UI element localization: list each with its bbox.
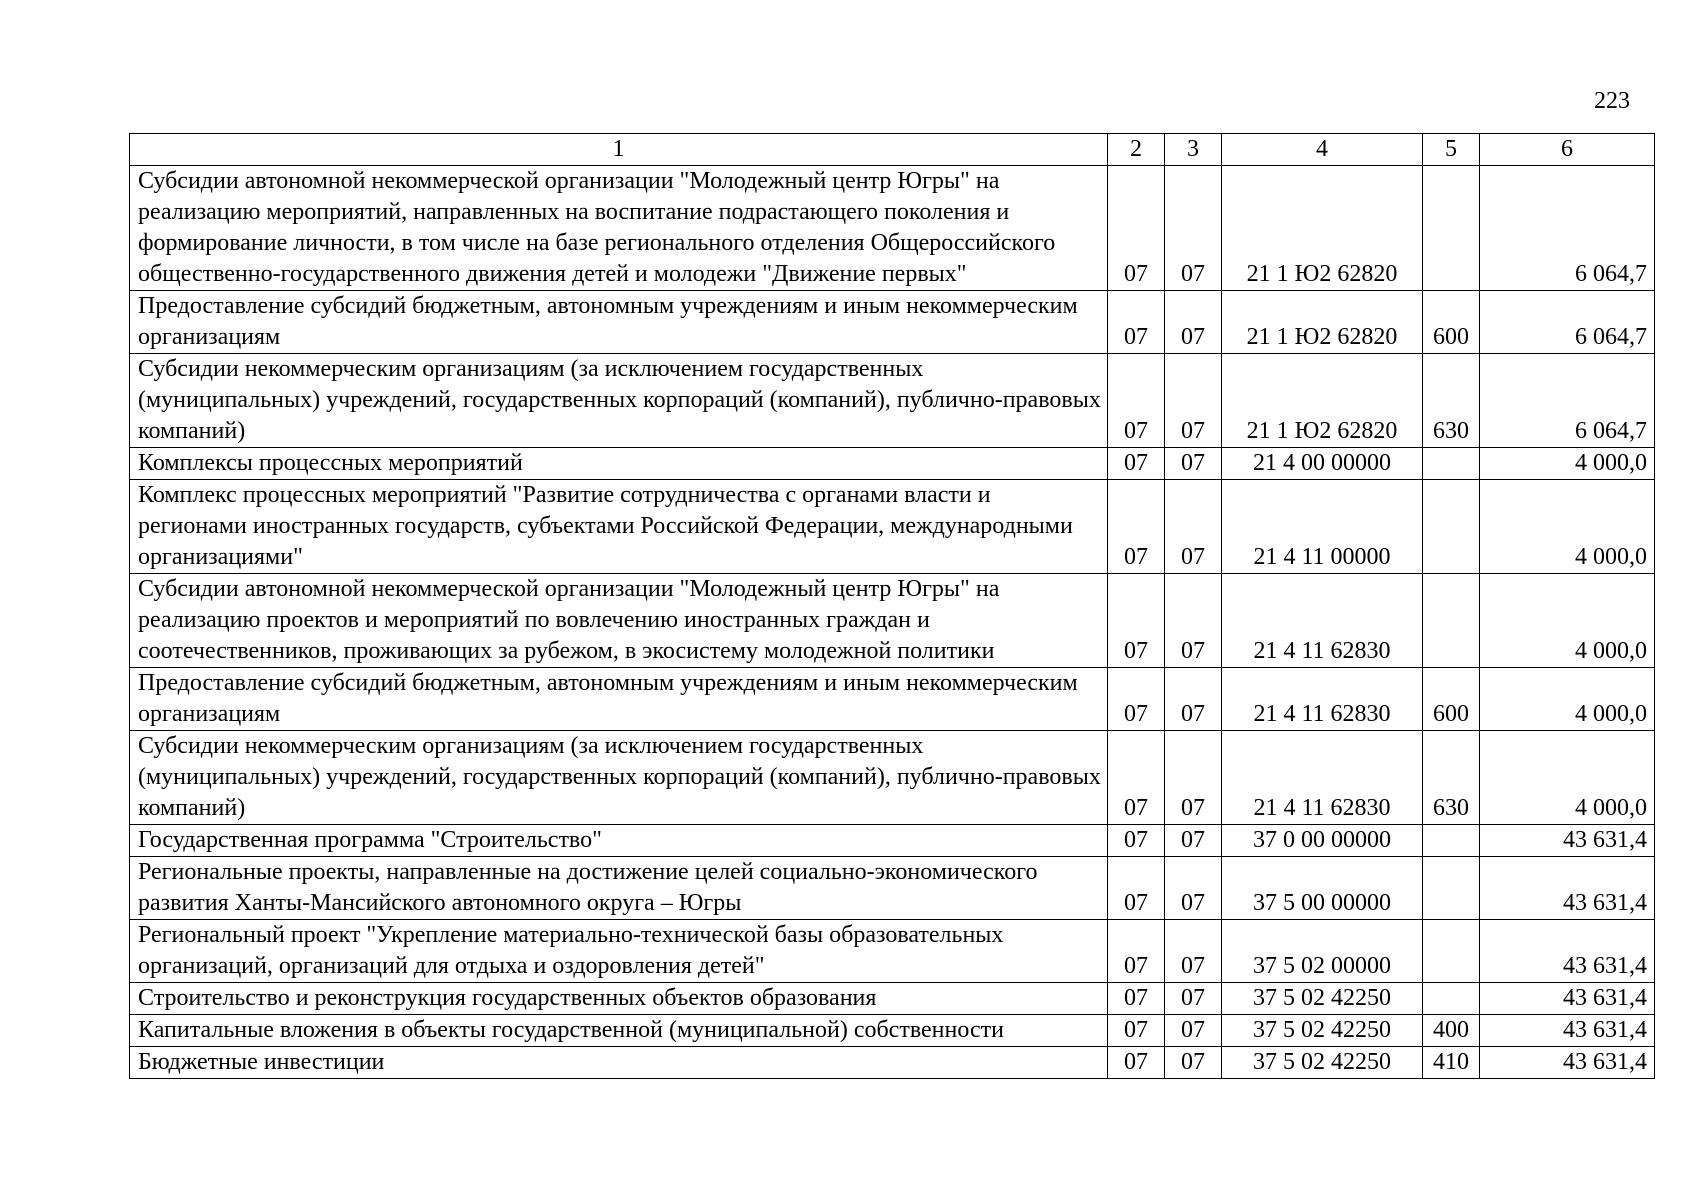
amount-cell: 4 000,0	[1480, 574, 1655, 668]
subsection-cell: 07	[1165, 857, 1222, 920]
subsection-cell: 07	[1165, 574, 1222, 668]
table-row	[130, 166, 1655, 291]
amount-cell: 4 000,0	[1480, 480, 1655, 574]
expense-type-cell	[1423, 983, 1480, 1015]
table-row	[130, 574, 1655, 668]
table-header-row	[130, 134, 1655, 166]
subsection-cell: 07	[1165, 354, 1222, 448]
row-name-cell: Региональный проект "Укрепление материально-технической базы образовательных организаций, организаций для отдыха и оздоровления детей"	[130, 920, 1108, 983]
target-article-cell: 21 4 11 62830	[1222, 731, 1423, 825]
subsection-cell: 07	[1165, 983, 1222, 1015]
subsection-cell: 07	[1165, 480, 1222, 574]
target-article-cell: 21 4 11 62830	[1222, 668, 1423, 731]
row-name-cell: Субсидии некоммерческим организациям (за исключением государственных (муниципальных) учреждений, государственных корпораций (компаний), публично-правовых компаний)	[130, 731, 1108, 825]
row-name-cell: Субсидии автономной некоммерческой организации "Молодежный центр Югры" на реализацию проектов и мероприятий по вовлечению иностранных граждан и соотечественников, проживающих за рубежом, в экосистему молодежной политики	[130, 574, 1108, 668]
target-article-cell: 37 5 02 42250	[1222, 1047, 1423, 1079]
section-cell: 07	[1108, 1047, 1165, 1079]
row-name-cell: Государственная программа "Строительство"	[130, 825, 1108, 857]
amount-cell: 43 631,4	[1480, 1015, 1655, 1047]
row-name-cell: Комплекс процессных мероприятий "Развитие сотрудничества с органами власти и регионами иностранных государств, субъектами Российской Федерации, международными организациями"	[130, 480, 1108, 574]
table-row	[130, 291, 1655, 354]
row-name-cell: Бюджетные инвестиции	[130, 1047, 1108, 1079]
header-cell-6: 6	[1480, 134, 1655, 166]
amount-cell: 6 064,7	[1480, 354, 1655, 448]
expense-type-cell: 600	[1423, 668, 1480, 731]
row-name-cell: Предоставление субсидий бюджетным, автономным учреждениям и иным некоммерческим организациям	[130, 668, 1108, 731]
header-cell-5: 5	[1423, 134, 1480, 166]
amount-cell: 6 064,7	[1480, 166, 1655, 291]
expense-type-cell	[1423, 166, 1480, 291]
target-article-cell: 21 4 11 62830	[1222, 574, 1423, 668]
target-article-cell: 21 1 Ю2 62820	[1222, 166, 1423, 291]
expense-type-cell	[1423, 920, 1480, 983]
table-row	[130, 983, 1655, 1015]
row-name-cell: Региональные проекты, направленные на достижение целей социально-экономического развития Ханты-Мансийского автономного округа – Югры	[130, 857, 1108, 920]
amount-cell: 4 000,0	[1480, 731, 1655, 825]
section-cell: 07	[1108, 668, 1165, 731]
subsection-cell: 07	[1165, 731, 1222, 825]
amount-cell: 43 631,4	[1480, 825, 1655, 857]
row-name-cell: Капитальные вложения в объекты государственной (муниципальной) собственности	[130, 1015, 1108, 1047]
budget-table	[129, 133, 1655, 1079]
header-cell-2: 2	[1108, 134, 1165, 166]
target-article-cell: 37 0 00 00000	[1222, 825, 1423, 857]
row-name-cell: Комплексы процессных мероприятий	[130, 448, 1108, 480]
section-cell: 07	[1108, 731, 1165, 825]
expense-type-cell: 400	[1423, 1015, 1480, 1047]
section-cell: 07	[1108, 574, 1165, 668]
table-row	[130, 668, 1655, 731]
row-name-cell: Субсидии некоммерческим организациям (за исключением государственных (муниципальных) учреждений, государственных корпораций (компаний), публично-правовых компаний)	[130, 354, 1108, 448]
table-row	[130, 448, 1655, 480]
expense-type-cell: 600	[1423, 291, 1480, 354]
amount-cell: 4 000,0	[1480, 448, 1655, 480]
section-cell: 07	[1108, 1015, 1165, 1047]
section-cell: 07	[1108, 448, 1165, 480]
section-cell: 07	[1108, 166, 1165, 291]
amount-cell: 43 631,4	[1480, 920, 1655, 983]
subsection-cell: 07	[1165, 448, 1222, 480]
target-article-cell: 37 5 02 42250	[1222, 983, 1423, 1015]
subsection-cell: 07	[1165, 920, 1222, 983]
target-article-cell: 21 4 11 00000	[1222, 480, 1423, 574]
section-cell: 07	[1108, 480, 1165, 574]
expense-type-cell	[1423, 857, 1480, 920]
section-cell: 07	[1108, 291, 1165, 354]
subsection-cell: 07	[1165, 291, 1222, 354]
amount-cell: 43 631,4	[1480, 857, 1655, 920]
table-row	[130, 1015, 1655, 1047]
section-cell: 07	[1108, 354, 1165, 448]
expense-type-cell	[1423, 825, 1480, 857]
table-row	[130, 857, 1655, 920]
target-article-cell: 37 5 02 42250	[1222, 1015, 1423, 1047]
target-article-cell: 21 1 Ю2 62820	[1222, 354, 1423, 448]
subsection-cell: 07	[1165, 1047, 1222, 1079]
expense-type-cell	[1423, 574, 1480, 668]
table-row	[130, 920, 1655, 983]
table-row	[130, 480, 1655, 574]
target-article-cell: 37 5 00 00000	[1222, 857, 1423, 920]
expense-type-cell: 630	[1423, 731, 1480, 825]
header-cell-3: 3	[1165, 134, 1222, 166]
subsection-cell: 07	[1165, 668, 1222, 731]
header-cell-4: 4	[1222, 134, 1423, 166]
row-name-cell: Субсидии автономной некоммерческой организации "Молодежный центр Югры" на реализацию мероприятий, направленных на воспитание подрастающего поколения и формирование личности, в том числе на базе регионального отделения Общероссийского общественно-государственного движения детей и молодежи "Движение первых"	[130, 166, 1108, 291]
header-cell-1: 1	[130, 134, 1108, 166]
amount-cell: 6 064,7	[1480, 291, 1655, 354]
expense-type-cell: 410	[1423, 1047, 1480, 1079]
section-cell: 07	[1108, 920, 1165, 983]
page-number: 223	[1594, 88, 1630, 114]
subsection-cell: 07	[1165, 825, 1222, 857]
section-cell: 07	[1108, 857, 1165, 920]
row-name-cell: Строительство и реконструкция государственных объектов образования	[130, 983, 1108, 1015]
expense-type-cell	[1423, 448, 1480, 480]
table-row	[130, 731, 1655, 825]
expense-type-cell: 630	[1423, 354, 1480, 448]
target-article-cell: 21 1 Ю2 62820	[1222, 291, 1423, 354]
amount-cell: 43 631,4	[1480, 1047, 1655, 1079]
target-article-cell: 21 4 00 00000	[1222, 448, 1423, 480]
row-name-cell: Предоставление субсидий бюджетным, автономным учреждениям и иным некоммерческим организациям	[130, 291, 1108, 354]
amount-cell: 43 631,4	[1480, 983, 1655, 1015]
expense-type-cell	[1423, 480, 1480, 574]
table-row	[130, 825, 1655, 857]
subsection-cell: 07	[1165, 1015, 1222, 1047]
amount-cell: 4 000,0	[1480, 668, 1655, 731]
section-cell: 07	[1108, 983, 1165, 1015]
table-row	[130, 1047, 1655, 1079]
target-article-cell: 37 5 02 00000	[1222, 920, 1423, 983]
subsection-cell: 07	[1165, 166, 1222, 291]
section-cell: 07	[1108, 825, 1165, 857]
table-row	[130, 354, 1655, 448]
